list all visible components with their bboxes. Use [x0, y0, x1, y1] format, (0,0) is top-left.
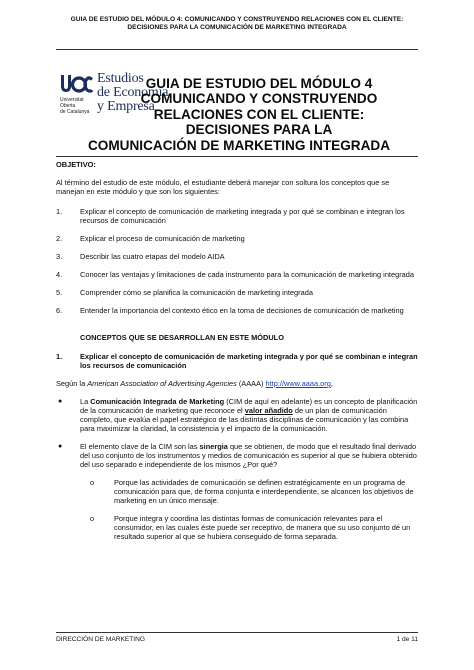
bullet-item: ● La Comunicación Integrada de Marketing (CIM de aquí en adelante) es un concepto de planificación de la comunicación de marketing que reconoce el valor añadido de un plan de comunicación completo, que evalúa el papel estratégico de las distintas disciplinas de comunicación y las combina para maximizar la claridad, la consistencia y el impacto de la comunicación. — [58, 397, 418, 433]
bullet-icon: ● — [58, 398, 63, 405]
circle-bullet-icon: o — [90, 514, 95, 523]
footer-course-name: DIRECCIÓN DE MARKETING — [56, 636, 146, 643]
page-number: 1 de 11 — [396, 636, 418, 643]
logo-text-line-2: de Economía — [97, 85, 169, 100]
list-item: 2. Explicar el proceso de comunicación de marketing — [56, 234, 245, 243]
objetivo-list — [56, 207, 418, 315]
list-item: 4. Conocer las ventajas y limitaciones de cada instrumento para la comunicación de marketing integrada — [56, 270, 414, 279]
bullet-item: ● El elemento clave de la CIM son las sinergia que se obtienen, de modo que el resultado final derivado del uso conjunto de los instrumentos y medios de comunicación es superior al que se hubiera obtenido del uso separado e independiente de los mismos ¿Por qué? — [58, 442, 417, 469]
sub-list-item: o Porque las actividades de comunicación se definen estratégicamente en un programa de comunicación para que, de forma conjunta e interdependiente, se alcancen los objetivos de marketing en un único mensaje. — [90, 478, 414, 505]
document-body — [56, 157, 418, 541]
page-footer — [56, 636, 418, 644]
running-header-line-1: GUIA DE ESTUDIO DEL MÓDULO 4: COMUNICANDO Y CONSTRUYENDO RELACIONES CON EL CLIENTE: — [70, 16, 404, 23]
running-header-line-2: DECISIONES PARA LA COMUNICACIÓN DE MARKETING INTEGRADA — [127, 24, 347, 32]
objetivo-intro: Al término del estudio de este módulo, el estudiante deberá manejar con soltura los conceptos que se manejan en este módulo y que son los siguientes: — [56, 178, 390, 196]
list-item: 6. Entender la importancia del contexto ético en la toma de decisiones de comunicación de marketing — [56, 306, 404, 315]
logo-university-name: Universitat Oberta de Catalunya — [60, 97, 90, 115]
aaaa-link[interactable]: http://www.aaaa.org — [265, 379, 331, 388]
conceptos-heading: CONCEPTOS QUE SE DESARROLLAN EN ESTE MÓDULO — [80, 333, 284, 342]
sub-list-item: o Porque integra y coordina las distintas formas de comunicación relevantes para el consumidor, en las cuales éste puede ser receptivo, de manera que su uso conjunto dé un resultado superior al que se hubiera conseguido de forma separada. — [90, 514, 411, 541]
logo-text-line-3: y Empresa — [97, 99, 155, 114]
running-header — [56, 16, 418, 33]
uoc-logo-mark — [59, 72, 93, 98]
list-item: 3. Describir las cuatro etapas del modelo AIDA — [56, 252, 225, 261]
bullet-icon: ● — [58, 443, 63, 450]
footer-divider — [56, 632, 418, 633]
logo-text-line-1: Estudios — [97, 71, 144, 86]
section-heading: 1. Explicar el concepto de comunicación de marketing integrada y por qué se combinan e integran los recursos de comunicación — [56, 352, 418, 370]
objetivo-heading: OBJETIVO: — [56, 160, 96, 169]
circle-bullet-icon: o — [90, 478, 95, 487]
document-title: GUIA DE ESTUDIO DEL MÓDULO 4 COMUNICANDO Y CONSTRUYENDO RELACIONES CON EL CLIENTE: DECISIONES PARA LA COMUNICACIÓN DE MARKETING INTEGRADA — [87, 76, 391, 153]
source-paragraph: Según la American Association of Advertising Agencies (AAAA) http://www.aaaa.org, — [56, 379, 333, 388]
list-item: 1. Explicar el concepto de comunicación de marketing integrada y por qué se combinan e integran los recursos de comunicación — [56, 207, 405, 225]
list-item: 5. Comprender cómo se planifica la comunicación de marketing integrada — [56, 288, 313, 297]
header-divider — [56, 49, 418, 50]
